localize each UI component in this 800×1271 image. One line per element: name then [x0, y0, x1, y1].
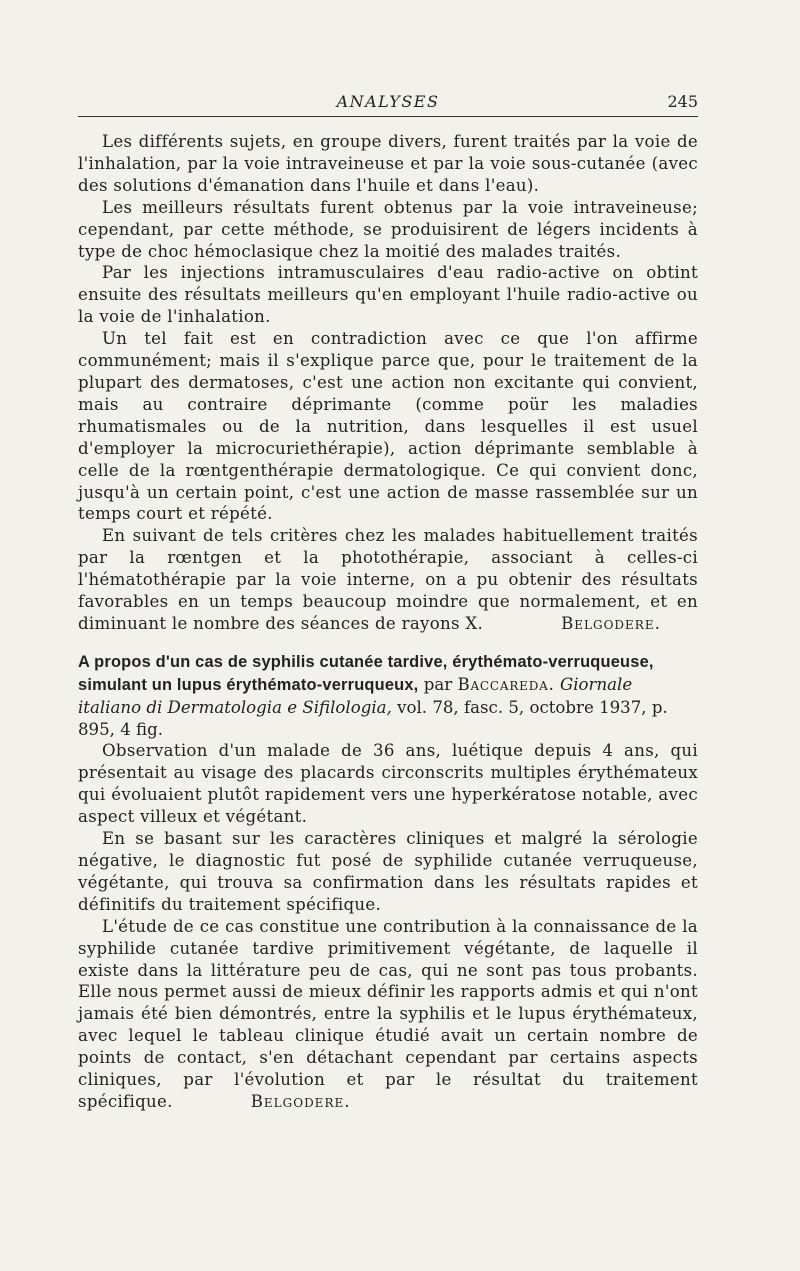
running-header	[78, 88, 698, 117]
paragraph	[78, 525, 698, 635]
document-page	[78, 88, 698, 1113]
paragraph-text: L'étude de ce cas constitue une contribution à la connaissance de la syphilide cutanée tardive primitivement végétante, de laquelle il existe dans la littérature peu de cas, qui ne sont pas tous probants. Elle nous permet aussi de mieux définir les rapports admis et qui n'ont jamais été bien démontrés, entre la syphilis et le lupus érythémateux, avec lequel le tableau clinique étudié avait un certain nombre de points de contact, s'en détachant cependant par certains aspects cliniques, par l'évolution et par le résultat du traitement spécifique.	[78, 916, 698, 1111]
article-2	[78, 740, 698, 1112]
article-2-heading	[78, 651, 698, 741]
paragraph: En se basant sur les caractères cliniques et malgré la sérologie négative, le diagnostic fut posé de syphilide cutanée verruqueuse, végétante, qui trouva sa confirmation dans les résultats rapides et définitifs du traitement spécifique.	[78, 829, 698, 914]
paragraph-text: En suivant de tels critères chez les malades habituellement traités par la rœntgen et la photothérapie, associant à celles-ci l'hématothérapie par la voie interne, on a pu obtenir des résultats favorables en un temps beaucoup moindre que normalement, et en diminuant le nombre des séances de rayons X.	[78, 526, 698, 633]
by-word: par	[423, 674, 453, 694]
paragraph: Par les injections intramusculaires d'eau radio-active on obtint ensuite des résultats meilleurs qu'en employant l'huile radio-active ou la voie de l'inhalation.	[78, 263, 698, 327]
author-signature: Belgodere.	[561, 613, 661, 633]
paragraph: Observation d'un malade de 36 ans, luétique depuis 4 ans, qui présentait au visage des placards circonscrits multiples érythémateux qui évoluaient plutôt rapidement vers une hyperkératose notable, avec aspect villeux et végétant.	[78, 741, 698, 827]
paragraph: Les meilleurs résultats furent obtenus par la voie intraveineuse; cependant, par cette méthode, se produisirent de légers incidents à type de choc hémoclasique chez la moitié des malades traités.	[78, 197, 698, 261]
paragraph: Un tel fait est en contradiction avec ce que l'on affirme communément; mais il s'explique parce que, pour le traitement de la plupart des dermatoses, c'est une action non excitante qui convient, mais au contraire déprimante (comme poür les maladies rhumatismales ou de la nutrition, dans lesquelles il est usuel d'employer la microcuriethérapie), action déprimante semblable à celle de la rœntgenthérapie dermatologique. Ce qui convient donc, jusqu'à un certain point, c'est une action de masse rassemblée sur un temps court et répété.	[78, 329, 698, 524]
article-title: A propos d'un cas de syphilis cutanée tardive, érythémato-verruqueuse, simulant un lupus érythémato-verruqueux,	[78, 652, 654, 694]
paragraph: Les différents sujets, en groupe divers, furent traités par la voie de l'inhalation, par la voie intraveineuse et par la voie sous-cutanée (avec des solutions d'émanation dans l'huile et dans l'eau).	[78, 132, 698, 195]
article-1	[78, 131, 698, 635]
running-title: ANALYSES	[336, 92, 440, 111]
paragraph	[78, 916, 698, 1113]
author-signature: Belgodere.	[250, 1091, 351, 1111]
citation: vol. 78, fasc. 5, octobre 1937, p. 895, 4 fig.	[78, 697, 668, 739]
journal-name: Giornale italiano di Dermatologia e Sifilologia,	[78, 674, 633, 717]
article-author: Baccareda.	[457, 674, 555, 694]
page-number: 245	[667, 92, 698, 111]
